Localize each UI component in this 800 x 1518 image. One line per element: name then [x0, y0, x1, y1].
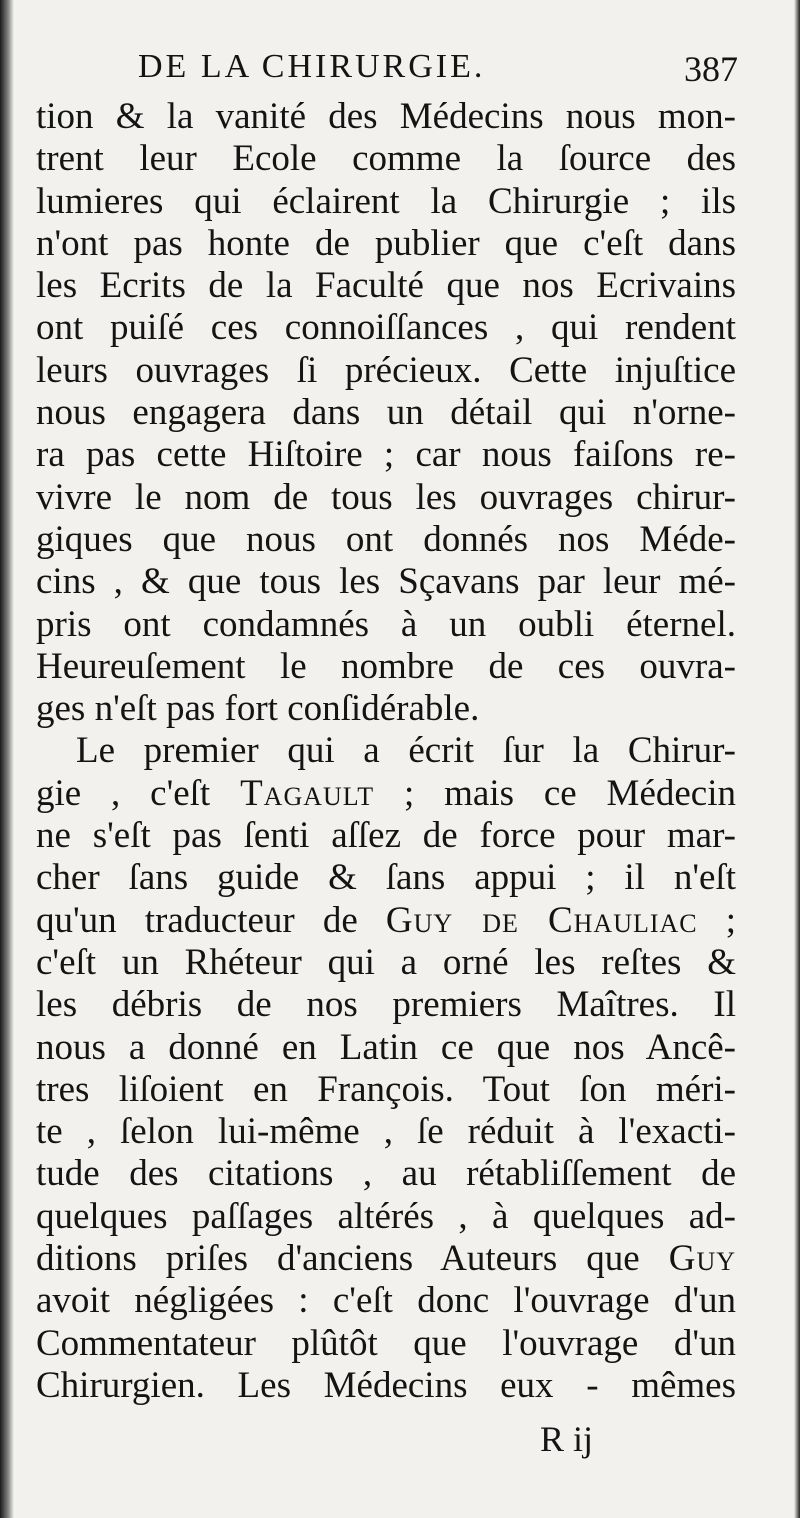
text-line: giques que nous ont donnés nos Méde-	[36, 518, 736, 560]
text-line: ra pas cette Hiſtoire ; car nous faiſons re-	[36, 434, 736, 476]
author-name-tagault: Tagault	[240, 772, 375, 814]
text-line: Chirurgien. Les Médecins eux - mêmes	[36, 1364, 736, 1406]
text-line: trent leur Ecole comme la ſource des	[36, 138, 736, 180]
text-line: ont puiſé ces connoiſſances , qui rendent	[36, 307, 736, 349]
page-number: 387	[684, 49, 738, 89]
text-line: avoit négligées : c'eſt donc l'ouvrage d'un	[36, 1280, 736, 1322]
author-name-guy-de-chauliac: Guy de Chauliac	[385, 899, 698, 941]
text-run: qu'un traducteur de	[36, 899, 386, 941]
text-line: cins , & que tous les Sçavans par leur mé-	[36, 561, 736, 603]
text-line: tres liſoient en François. Tout ſon méri-	[36, 1068, 736, 1110]
text-run: ;	[697, 899, 736, 941]
text-line: n'ont pas honte de publier que c'eſt dans	[36, 222, 736, 264]
page-edge-shadow	[794, 0, 800, 1518]
text-line: tion & la vanité des Médecins nous mon-	[36, 96, 736, 137]
running-title: DE LA CHIRURGIE.	[138, 48, 486, 85]
paragraph-start-line: Le premier qui a écrit ſur la Chirur-	[76, 730, 736, 772]
text-line	[36, 900, 736, 942]
binding-shadow	[0, 0, 14, 1518]
text-line: te , ſelon lui-même , ſe réduit à l'exacti-	[36, 1111, 736, 1153]
text-line: ne s'eſt pas ſenti aſſez de force pour mar-	[36, 815, 736, 857]
text-line: vivre le nom de tous les ouvrages chirur-	[36, 476, 736, 518]
text-line: cher ſans guide & ſans appui ; il n'eſt	[36, 857, 736, 899]
text-line: pris ont condamnés à un oubli éternel.	[36, 603, 736, 645]
text-line: les débris de nos premiers Maîtres. Il	[36, 984, 736, 1026]
text-line: leurs ouvrages ſi précieux. Cette injuſtice	[36, 349, 736, 391]
body-text	[36, 96, 736, 1407]
author-name-guy: Guy	[668, 1238, 736, 1280]
signature-mark: R ij	[540, 1419, 594, 1459]
page-header	[138, 48, 738, 98]
text-line	[36, 1238, 736, 1280]
text-line: lumieres qui éclairent la Chirurgie ; ils	[36, 180, 736, 222]
text-line: les Ecrits de la Faculté que nos Ecrivains	[36, 265, 736, 307]
text-line: quelques paſſages altérés , à quelques ad-	[36, 1195, 736, 1237]
text-line: tude des citations , au rétabliſſement de	[36, 1153, 736, 1195]
text-line: Commentateur plûtôt que l'ouvrage d'un	[36, 1322, 736, 1364]
text-line: c'eſt un Rhéteur qui a orné les reſtes &	[36, 941, 736, 983]
text-line: ges n'eſt pas fort conſidérable.	[36, 688, 480, 730]
text-run: ditions priſes d'anciens Auteurs que	[36, 1238, 669, 1280]
text-line	[36, 773, 736, 815]
text-line: nous a donné en Latin ce que nos Ancê-	[36, 1026, 736, 1068]
text-line: Heureuſement le nombre de ces ouvra-	[36, 645, 736, 687]
text-line: nous engagera dans un détail qui n'orne-	[36, 392, 736, 434]
text-run: gie , c'eſt	[36, 772, 241, 814]
text-run: ; mais ce Médecin	[374, 772, 736, 814]
